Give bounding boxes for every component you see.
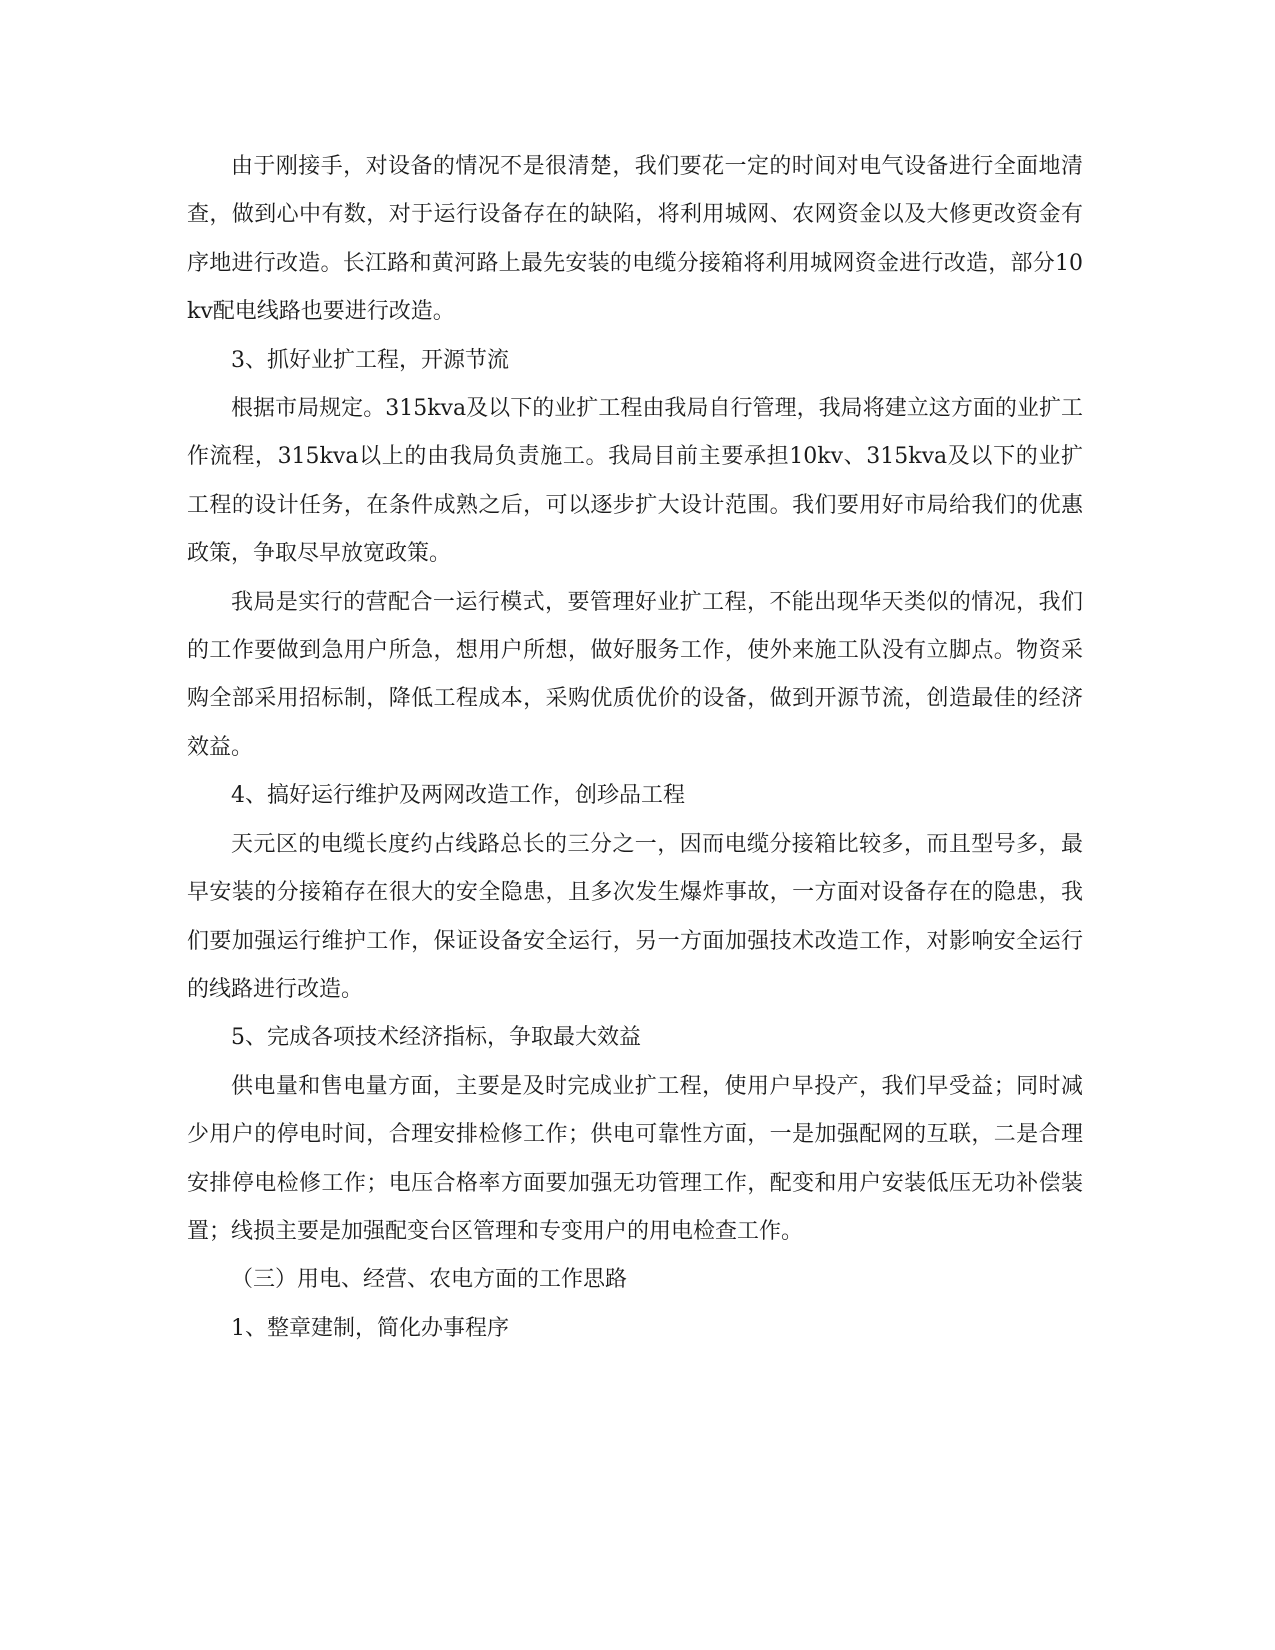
paragraph-cable-maintenance: 天元区的电缆长度约占线路总长的三分之一，因而电缆分接箱比较多，而且型号多，最早安装的分接箱存在很大的安全隐患，且多次发生爆炸事故，一方面对设备存在的隐患，我们要加强运行维护工作，保证设备安全运行，另一方面加强技术改造工作，对影响安全运行的线路进行改造。	[187, 831, 1083, 1002]
paragraph-business-expansion-rules: 根据市局规定。315kva及以下的业扩工程由我局自行管理，我局将建立这方面的业扩工作流程，315kva以上的由我局负责施工。我局目前主要承担10kv、315kva及以下的业扩工程的设计任务，在条件成熟之后，可以逐步扩大设计范围。我们要用好市局给我们的优惠政策，争取尽早放宽政策。	[187, 396, 1083, 567]
document-body	[187, 143, 1083, 1353]
section-heading-4: 4、搞好运行维护及两网改造工作，创珍品工程	[231, 783, 685, 809]
section-heading-3: 3、抓好业扩工程，开源节流	[231, 347, 509, 373]
paragraph-technical-indicators: 供电量和售电量方面，主要是及时完成业扩工程，使用户早投产，我们早受益；同时减少用户的停电时间，合理安排检修工作；供电可靠性方面，一是加强配网的互联，二是合理安排停电检修工作；电压合格率方面要加强无功管理工作，配变和用户安装低压无功补偿装置；线损主要是加强配变台区管理和专变用户的用电检查工作。	[187, 1073, 1083, 1244]
section-heading-part-3: （三）用电、经营、农电方面的工作思路	[231, 1267, 628, 1293]
section-heading-5: 5、完成各项技术经济指标，争取最大效益	[231, 1025, 641, 1051]
paragraph-equipment-inspection: 由于刚接手，对设备的情况不是很清楚，我们要花一定的时间对电气设备进行全面地清查，做到心中有数，对于运行设备存在的缺陷，将利用城网、农网资金以及大修更改资金有序地进行改造。长江路和黄河路上最先安装的电缆分接箱将利用城网资金进行改造，部分10kv配电线路也要进行改造。	[187, 154, 1083, 325]
section-heading-1: 1、整章建制，简化办事程序	[231, 1315, 509, 1341]
paragraph-operation-mode: 我局是实行的营配合一运行模式，要管理好业扩工程，不能出现华天类似的情况，我们的工作要做到急用户所急，想用户所想，做好服务工作，使外来施工队没有立脚点。物资采购全部采用招标制，降低工程成本，采购优质优价的设备，做到开源节流，创造最佳的经济效益。	[187, 589, 1083, 760]
